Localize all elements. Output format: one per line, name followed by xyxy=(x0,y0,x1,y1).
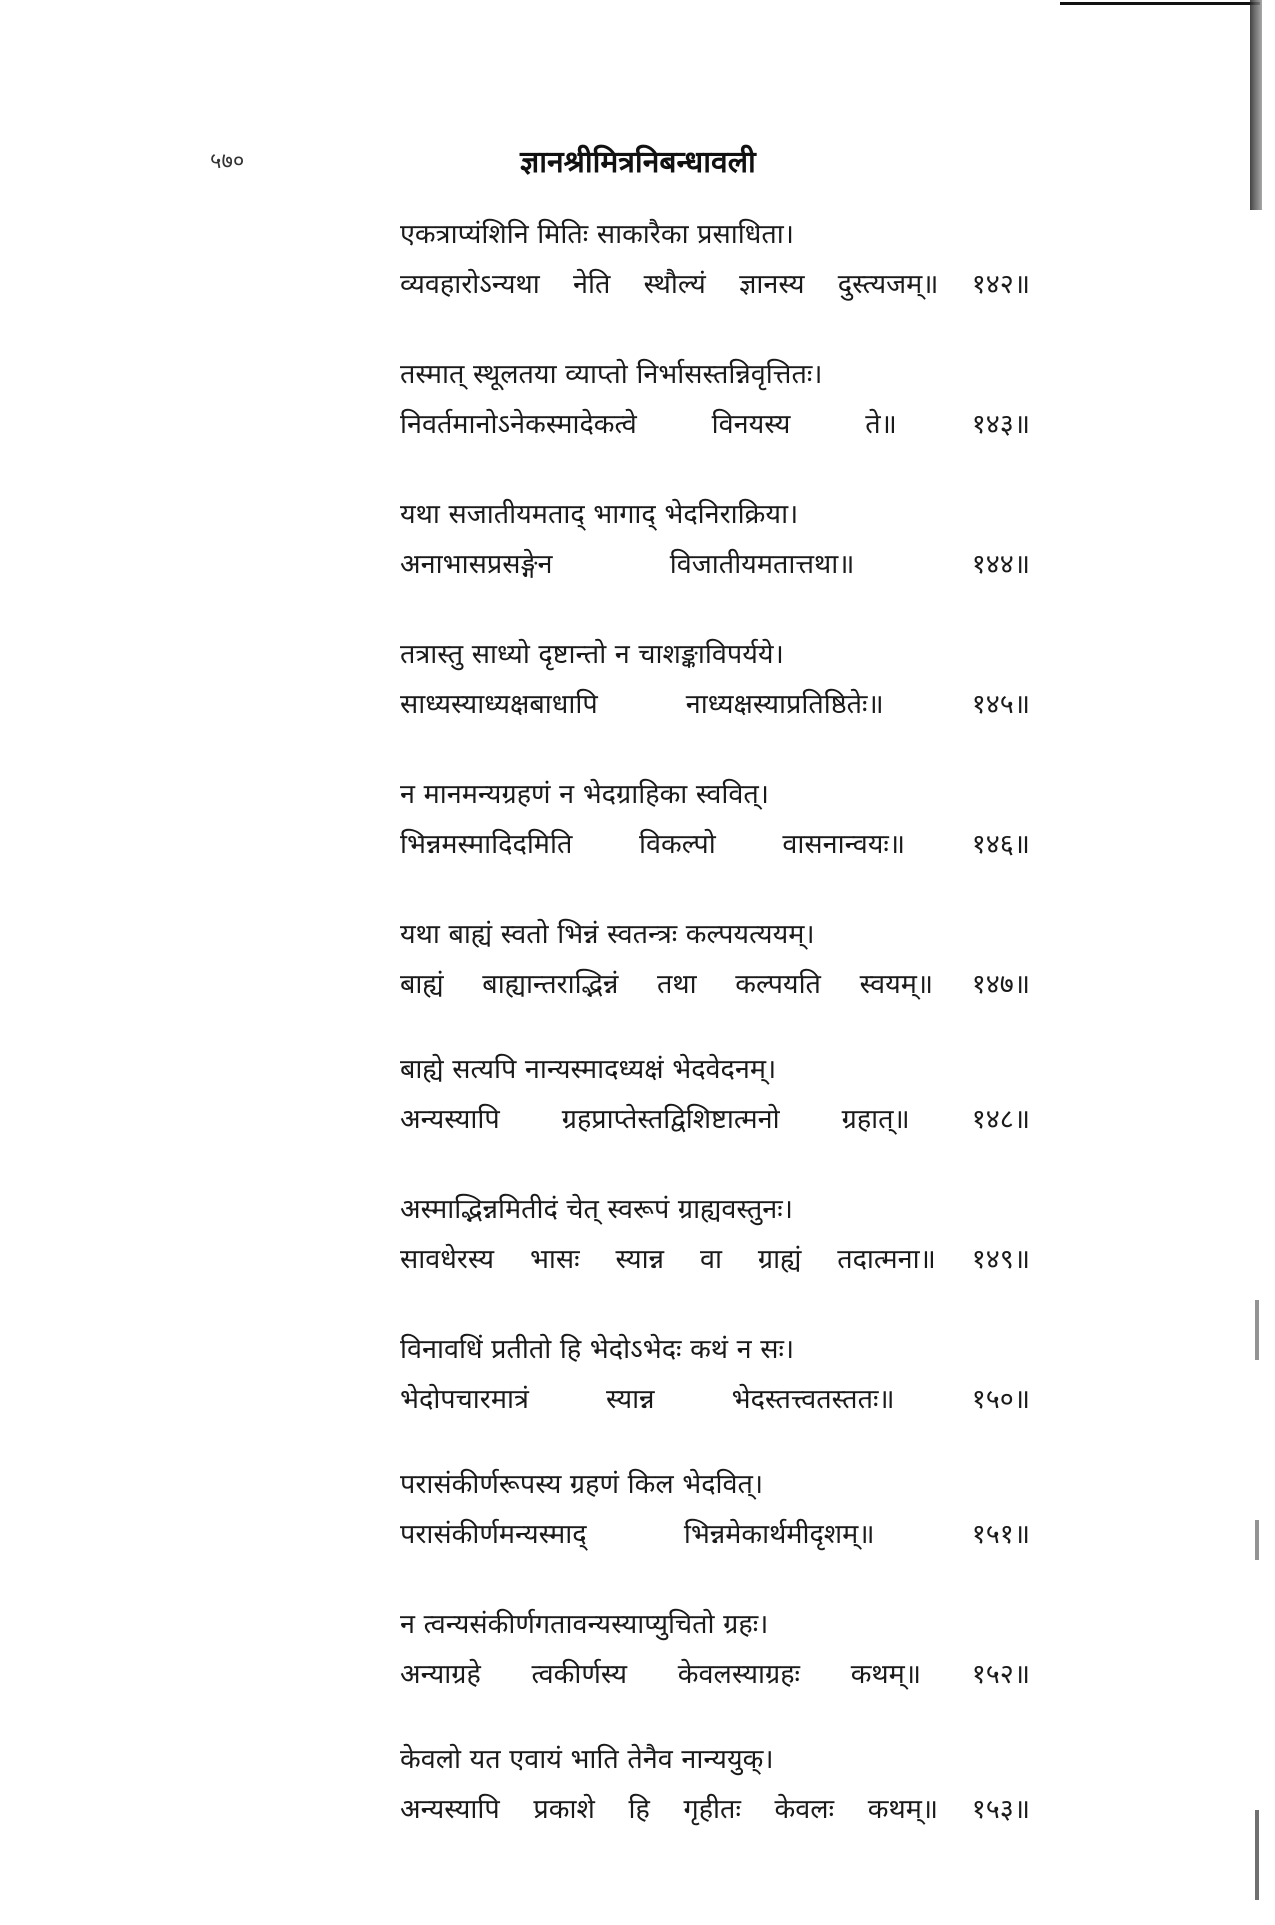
verse-line-2: भेदोपचारमात्रं स्यान्न भेदस्तत्त्वतस्ततः॥ १५०॥ xyxy=(400,1384,1030,1415)
verse-line-2: बाह्यं बाह्यान्तराद्भिन्नं तथा कल्पयति स्वयम्॥ १४७॥ xyxy=(400,969,1030,1000)
verse-142 xyxy=(400,210,1030,310)
verse-line-2: अन्यस्यापि ग्रहप्राप्तेस्तद्विशिष्टात्मनो ग्रहात्॥ १४८॥ xyxy=(400,1104,1030,1135)
scan-speck xyxy=(1255,1810,1259,1900)
verse-line-2: साध्यस्याध्यक्षबाधापि नाध्यक्षस्याप्रतिष्ठितेः॥ १४५॥ xyxy=(400,689,1030,720)
verse-line-2: व्यवहारोऽन्यथा नेति स्थौल्यं ज्ञानस्य दुस्त्यजम्॥ १४२॥ xyxy=(400,269,1030,300)
verse-line-1: बाह्ये सत्यपि नान्यस्मादध्यक्षं भेदवेदनम्। xyxy=(400,1054,777,1085)
verse-147 xyxy=(400,910,1030,1010)
verse-line-2: सावधेरस्य भासः स्यान्न वा ग्राह्यं तदात्मना॥ १४९॥ xyxy=(400,1244,1030,1275)
scan-speck xyxy=(1255,1300,1259,1360)
verse-150 xyxy=(400,1325,1030,1425)
verse-146 xyxy=(400,770,1030,870)
verse-line-2: अनाभासप्रसङ्गेन विजातीयमतात्तथा॥ १४४॥ xyxy=(400,549,1030,580)
verse-line-1: यथा सजातीयमताद् भागाद् भेदनिराक्रिया। xyxy=(400,499,799,530)
verse-line-2: निवर्तमानोऽनेकस्मादेकत्वे विनयस्य ते॥ १४३॥ xyxy=(400,409,1030,440)
page-number: ५७० xyxy=(210,149,245,174)
verse-153 xyxy=(400,1735,1030,1835)
verse-148 xyxy=(400,1045,1030,1145)
running-title: ज्ञानश्रीमित्रनिबन्धावली xyxy=(520,145,756,180)
verse-149 xyxy=(400,1185,1030,1285)
verse-line-1: अस्माद्भिन्नमितीदं चेत् स्वरूपं ग्राह्यवस्तुनः। xyxy=(400,1194,793,1225)
verse-151 xyxy=(400,1460,1030,1560)
verse-line-1: न त्वन्यसंकीर्णगतावन्यस्याप्युचितो ग्रहः। xyxy=(400,1609,769,1640)
verse-line-1: परासंकीर्णरूपस्य ग्रहणं किल भेदवित्। xyxy=(400,1469,764,1500)
verse-143 xyxy=(400,350,1030,450)
verse-line-2: अन्याग्रहे त्वकीर्णस्य केवलस्याग्रहः कथम्॥ १५२॥ xyxy=(400,1659,1030,1690)
verse-152 xyxy=(400,1600,1030,1700)
scan-speck xyxy=(1255,1520,1259,1560)
verse-line-1: तत्रास्तु साध्यो दृष्टान्तो न चाशङ्काविपर्यये। xyxy=(400,639,784,670)
verse-line-2: भिन्नमस्मादिदमिति विकल्पो वासनान्वयः॥ १४६॥ xyxy=(400,829,1030,860)
verse-line-1: तस्मात् स्थूलतया व्याप्तो निर्भासस्तन्निवृत्तितः। xyxy=(400,359,823,390)
scan-edge-line xyxy=(1060,2,1260,5)
verse-line-2: अन्यस्यापि प्रकाशे हि गृहीतः केवलः कथम्॥ १५३॥ xyxy=(400,1794,1030,1825)
verse-line-1: विनावधिं प्रतीतो हि भेदोऽभेदः कथं न सः। xyxy=(400,1334,795,1365)
verse-144 xyxy=(400,490,1030,590)
verse-line-1: केवलो यत एवायं भाति तेनैव नान्ययुक्। xyxy=(400,1744,774,1775)
verse-145 xyxy=(400,630,1030,730)
verse-line-1: यथा बाह्यं स्वतो भिन्नं स्वतन्त्रः कल्पयत्ययम्। xyxy=(400,919,815,950)
verse-line-1: न मानमन्यग्रहणं न भेदग्राहिका स्ववित्। xyxy=(400,779,770,810)
verse-line-2: परासंकीर्णमन्यस्माद् भिन्नमेकार्थमीदृशम्॥ १५१॥ xyxy=(400,1519,1030,1550)
scan-edge-shadow xyxy=(1250,0,1262,210)
verse-line-1: एकत्राप्यंशिनि मितिः साकारैका प्रसाधिता। xyxy=(400,219,794,250)
